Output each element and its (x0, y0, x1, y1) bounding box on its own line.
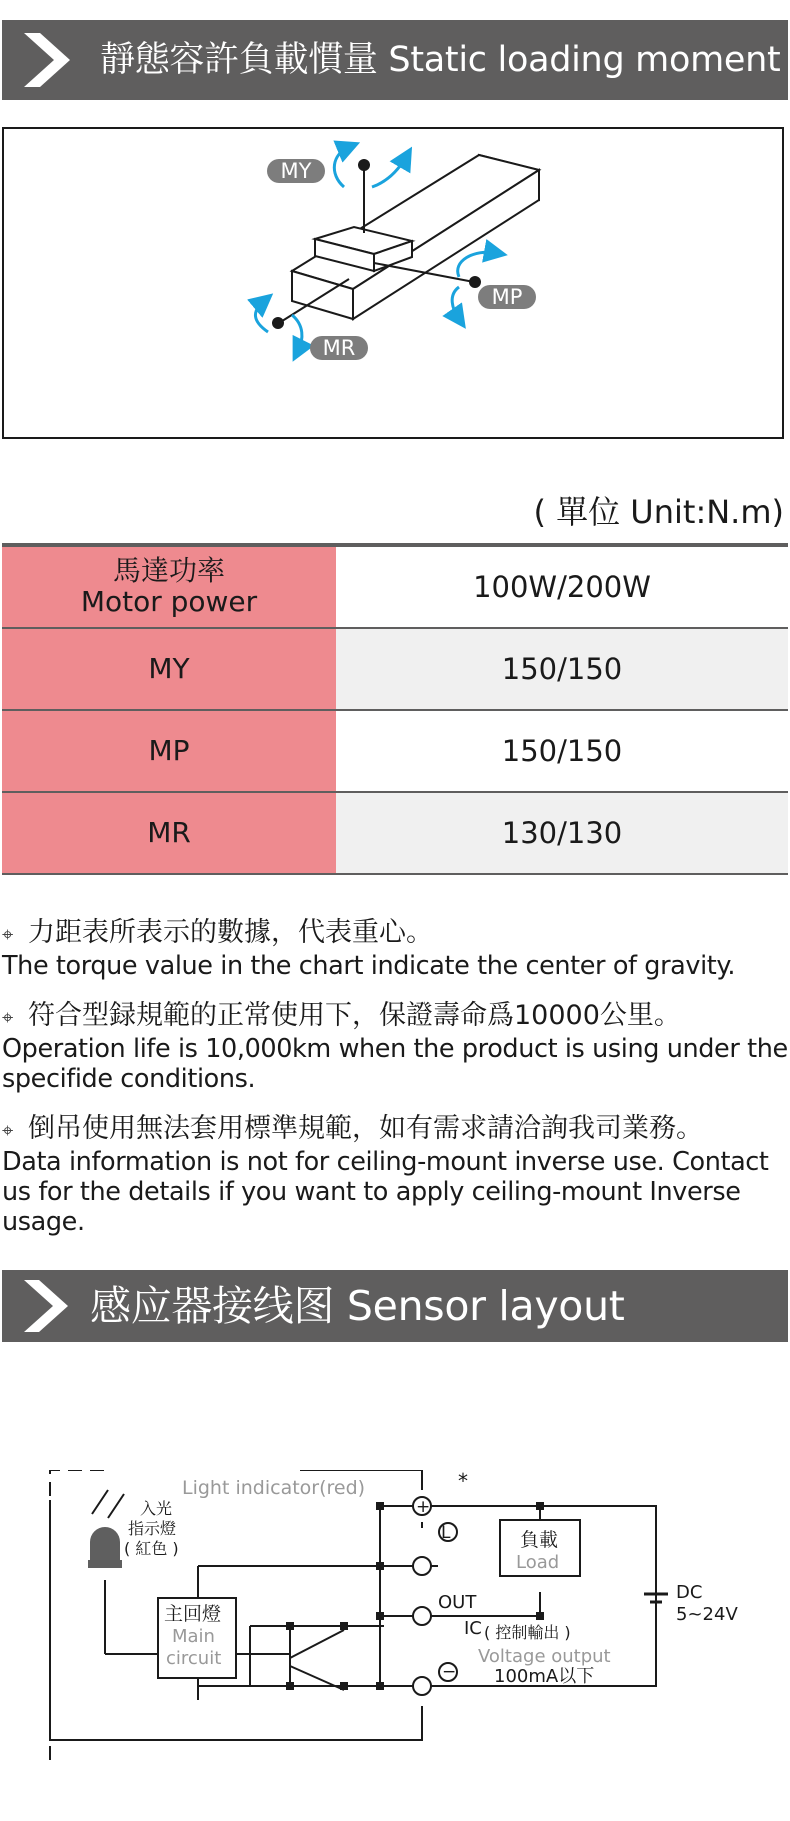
badge-mr (310, 336, 368, 360)
note-item (2, 916, 790, 981)
unit-label: ( 單位 Unit:N.m) (533, 493, 784, 531)
badge-my (267, 159, 325, 183)
svg-text:( 控制輸出 ): ( 控制輸出 ) (484, 1623, 571, 1642)
svg-text:指示燈: 指示燈 (128, 1519, 177, 1538)
section-title: 靜態容許負載慣量 Static loading moment (100, 40, 781, 80)
svg-text:IC: IC (464, 1618, 482, 1639)
section-banner-static-loading (2, 20, 788, 100)
notes-list (2, 916, 790, 1255)
svg-text:Main: Main (172, 1626, 215, 1647)
note-en: Operation life is 10,000km when the product is using under the specifide conditions. (2, 1034, 788, 1094)
svg-text:負載: 負載 (520, 1529, 559, 1551)
moment-diagram-drawing (4, 129, 786, 441)
light-indicator-label: Light indicator(red) (182, 1477, 366, 1499)
row-value: 130/130 (336, 793, 788, 873)
table-row (2, 711, 788, 793)
mr-label: MR (322, 336, 356, 360)
crosshair-bullet-icon: ⌖ (2, 922, 14, 946)
row-label: MY (2, 629, 336, 709)
chevron-right-icon (24, 33, 70, 87)
row-value: 150/150 (336, 629, 788, 709)
motor-power-label-en: Motor power (80, 585, 258, 618)
my-label: MY (280, 159, 312, 183)
crosshair-bullet-icon: ⌖ (2, 1118, 14, 1142)
svg-text:Load: Load (516, 1552, 560, 1573)
section-banner-sensor-layout (2, 1270, 788, 1342)
row-value: 150/150 (501, 734, 623, 768)
svg-text:OUT: OUT (438, 1592, 477, 1613)
row-label: MP (2, 711, 336, 791)
svg-text:DC: DC (676, 1582, 703, 1603)
svg-text:入光: 入光 (140, 1499, 173, 1518)
motor-power-label-zh: 馬達功率 (112, 554, 225, 588)
svg-text:+: + (416, 1497, 431, 1517)
row-value: 100W/200W (473, 570, 651, 604)
svg-text:*: * (458, 1470, 468, 1493)
note-item (2, 999, 790, 1094)
svg-text:5~24V: 5~24V (676, 1604, 738, 1625)
note-en: The torque value in the chart indicate the center of gravity. (2, 951, 736, 981)
led-lamp-icon (88, 1527, 122, 1568)
badge-mp (478, 285, 536, 309)
sensor-wiring-diagram (0, 1470, 790, 1760)
sensor-wiring-drawing (0, 1470, 790, 1760)
note-zh: 符合型録規範的正常使用下，保證壽命爲10000公里。 (28, 1000, 681, 1031)
svg-text:−: − (442, 1662, 457, 1682)
mp-label: MP (491, 285, 523, 309)
section-title: 感应器接线图 Sensor layout (90, 1282, 625, 1330)
table-row (2, 793, 788, 875)
svg-text:主回燈: 主回燈 (164, 1603, 222, 1625)
svg-text:circuit: circuit (166, 1648, 222, 1669)
row-label (2, 547, 336, 627)
svg-text:( 紅色 ): ( 紅色 ) (124, 1539, 179, 1558)
table-row (2, 629, 788, 711)
row-label: MR (2, 793, 336, 873)
svg-text:Voltage output: Voltage output (478, 1646, 611, 1667)
moment-diagram (2, 127, 784, 439)
note-en: Data information is not for ceiling-mount inverse use. Contact us for the details if you want to apply ceiling-mount Inverse usage. (2, 1147, 769, 1237)
chevron-right-icon (24, 1280, 68, 1332)
moment-spec-table (2, 543, 788, 875)
crosshair-bullet-icon: ⌖ (2, 1005, 14, 1029)
note-zh: 倒吊使用無法套用標準規範，如有需求請洽詢我司業務。 (28, 1113, 703, 1144)
note-item (2, 1112, 790, 1237)
note-zh: 力距表所表示的數據，代表重心。 (28, 917, 433, 948)
svg-text:L: L (441, 1523, 451, 1543)
svg-text:100mA以下: 100mA以下 (494, 1666, 595, 1687)
table-row (2, 547, 788, 629)
